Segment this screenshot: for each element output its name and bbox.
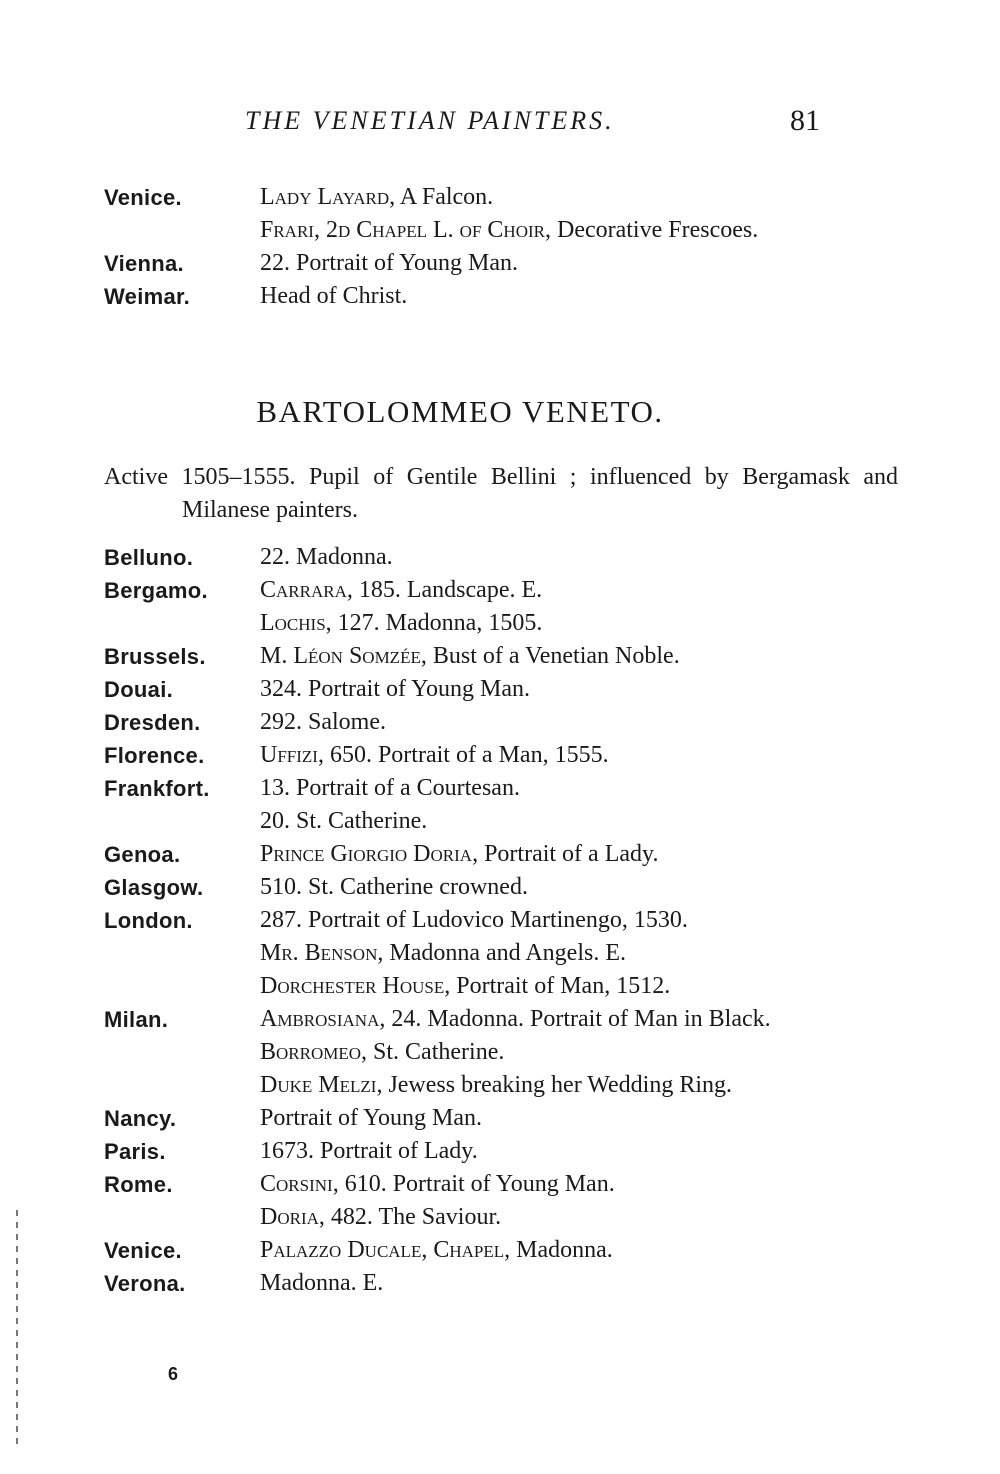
place-name: Milan. <box>104 1007 169 1032</box>
work-description: , A Falcon. <box>389 184 494 210</box>
collection-name: Duke Melzi <box>260 1072 377 1098</box>
work-entry <box>260 1267 844 1300</box>
place-name: Nancy. <box>104 1106 177 1131</box>
collection-name: Palazzo Ducale, Chapel <box>260 1237 505 1263</box>
list-item <box>104 739 844 772</box>
collection-name: Corsini <box>260 1171 333 1197</box>
work-entry <box>260 607 844 640</box>
work-description: , Portrait of a Lady. <box>472 841 659 867</box>
collection-name: Prince Giorgio Doria <box>260 841 473 867</box>
work-description: , Portrait of Man, 1512. <box>444 973 671 999</box>
collection-name: Mr. Benson <box>260 940 378 966</box>
work-description: , 650. Portrait of a Man, 1555. <box>317 742 609 768</box>
work-description: , 482. The Saviour. <box>318 1204 502 1230</box>
work-entry <box>260 1036 844 1069</box>
place-name: Dresden. <box>104 710 201 735</box>
work-entry <box>260 1102 844 1135</box>
list-item <box>104 607 844 640</box>
work-entry <box>260 1003 844 1036</box>
work-entry <box>260 1201 844 1234</box>
work-entry <box>260 1069 844 1102</box>
work-entry <box>260 181 844 214</box>
list-item <box>104 541 844 574</box>
place-name: Paris. <box>104 1139 166 1164</box>
work-description: Head of Christ. <box>260 283 408 309</box>
work-entry <box>260 247 844 280</box>
list-item <box>104 1036 844 1069</box>
work-description: , St. Catherine. <box>361 1039 505 1065</box>
work-entry <box>260 904 844 937</box>
place-name: Florence. <box>104 743 205 768</box>
work-entry <box>260 772 844 805</box>
artist-intro: Active 1505–1555. Pupil of Gentile Bellini ; influenced by Bergamask and Milanese painters. <box>104 464 898 523</box>
work-entry <box>260 541 844 574</box>
work-entry <box>260 805 844 838</box>
collection-name: Borromeo <box>260 1039 362 1065</box>
work-entry <box>260 838 844 871</box>
work-description: , Jewess breaking her Wedding Ring. <box>376 1072 732 1098</box>
place-name: Verona. <box>104 1271 186 1296</box>
list-item <box>104 280 844 313</box>
place-name: Bergamo. <box>104 578 208 603</box>
works-list <box>104 541 844 1300</box>
list-item <box>104 640 844 673</box>
scan-edge-mark <box>16 1210 18 1450</box>
section-title: BARTOLOMMEO VENETO. <box>256 394 664 429</box>
work-description: , Decorative Frescoes. <box>544 217 759 243</box>
work-description: , Bust of a Venetian Noble. <box>420 643 680 669</box>
list-item <box>104 871 844 904</box>
work-entry <box>260 280 844 313</box>
list-item <box>104 1234 844 1267</box>
collection-name: Lochis <box>260 610 326 636</box>
list-item <box>104 214 844 247</box>
work-description: 292. Salome. <box>260 709 386 735</box>
place-name: Douai. <box>104 677 174 702</box>
list-item <box>104 1135 844 1168</box>
collection-name: Dorchester House <box>260 973 445 999</box>
work-entry <box>260 937 844 970</box>
collection-name: Carrara <box>260 577 347 603</box>
place-name: Belluno. <box>104 545 194 570</box>
work-description: 1673. Portrait of Lady. <box>260 1138 478 1164</box>
list-item <box>104 1168 844 1201</box>
list-item <box>104 937 844 970</box>
collection-name: Frari, 2d Chapel L. of Choir <box>260 217 545 243</box>
collection-name: Doria <box>260 1204 319 1230</box>
place-name: Weimar. <box>104 284 191 309</box>
place-name: Brussels. <box>104 644 206 669</box>
work-description: Madonna. E. <box>260 1270 384 1296</box>
signature-mark: 6 <box>168 1364 179 1384</box>
work-entry <box>260 1168 844 1201</box>
work-entry <box>260 970 844 1003</box>
work-description: 22. Madonna. <box>260 544 393 570</box>
work-description: , Madonna. <box>504 1237 613 1263</box>
list-item <box>104 1201 844 1234</box>
work-entry <box>260 1135 844 1168</box>
work-entry <box>260 640 844 673</box>
work-entry <box>260 1234 844 1267</box>
place-name: Venice. <box>104 1238 182 1263</box>
collection-name: Lady Layard <box>260 184 390 210</box>
place-name: Venice. <box>104 185 182 210</box>
list-item <box>104 970 844 1003</box>
work-description: 287. Portrait of Ludovico Martinengo, 1530. <box>260 907 688 933</box>
place-name: Rome. <box>104 1172 173 1197</box>
work-description: 324. Portrait of Young Man. <box>260 676 531 702</box>
running-title: THE VENETIAN PAINTERS. <box>245 106 615 135</box>
collection-name: M. Léon Somzée <box>260 643 421 669</box>
work-description: 22. Portrait of Young Man. <box>260 250 519 276</box>
place-name: Genoa. <box>104 842 181 867</box>
list-item <box>104 904 844 937</box>
list-item <box>104 706 844 739</box>
work-entry <box>260 739 844 772</box>
list-item <box>104 1069 844 1102</box>
list-item <box>104 1267 844 1300</box>
work-description: 20. St. Catherine. <box>260 808 428 834</box>
work-description: , 610. Portrait of Young Man. <box>332 1171 615 1197</box>
list-item <box>104 772 844 805</box>
list-item <box>104 805 844 838</box>
work-description: , 24. Madonna. Portrait of Man in Black. <box>379 1006 771 1032</box>
place-name: London. <box>104 908 193 933</box>
work-entry <box>260 673 844 706</box>
work-entry <box>260 214 844 247</box>
work-entry <box>260 574 844 607</box>
place-name: Glasgow. <box>104 875 204 900</box>
collection-name: Uffizi <box>260 742 318 768</box>
work-entry <box>260 871 844 904</box>
work-description: 510. St. Catherine crowned. <box>260 874 528 900</box>
list-item <box>104 574 844 607</box>
list-item <box>104 1102 844 1135</box>
work-description: 13. Portrait of a Courtesan. <box>260 775 520 801</box>
list-item <box>104 1003 844 1036</box>
work-description: Portrait of Young Man. <box>260 1105 483 1131</box>
collection-name: Ambrosiana <box>260 1006 380 1032</box>
list-item <box>104 247 844 280</box>
work-entry <box>260 706 844 739</box>
work-description: , 127. Madonna, 1505. <box>325 610 543 636</box>
work-description: , Madonna and Angels. E. <box>377 940 626 966</box>
place-name: Vienna. <box>104 251 184 276</box>
list-item <box>104 838 844 871</box>
previous-artist-list <box>104 181 844 313</box>
work-description: , 185. Landscape. E. <box>346 577 543 603</box>
list-item <box>104 181 844 214</box>
place-name: Frankfort. <box>104 776 210 801</box>
page-number: 81 <box>790 104 820 137</box>
list-item <box>104 673 844 706</box>
